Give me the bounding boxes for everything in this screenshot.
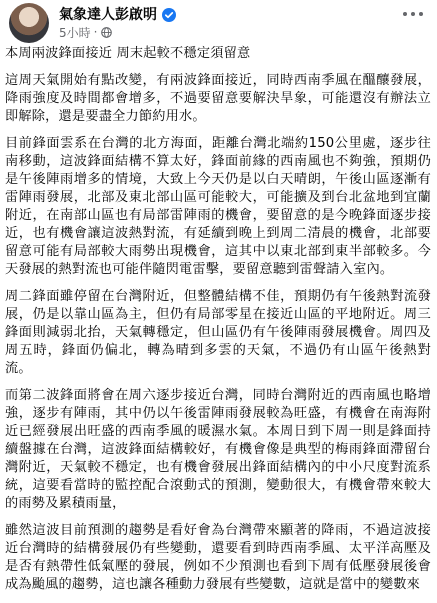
post-paragraph: 目前鋒面雲系在台灣的北方海面，距離台灣北端約150公里處，逐步往南移動，這波鋒面結構不算太好，鋒面前緣的西南風也不夠強，預期仍是午後陣雨增多的情境，大致上今天仍是以白天晴朗，午後山區逐漸有雷陣雨發展，北部及東北部山區可能較大，可能擴及到台北盆地到宜蘭附近，在南部山區也有局部雷陣雨的機會，要留意的是今晚鋒面逐步接近，也有機會讓這波熱對流，有延續到晚上到周二清晨的機會，北部要留意可能有局部較大雨勢出現機會，這其中以東北部到東半部較多。今天發展的熱對流也可能伴隨閃電雷擊，要留意聽到雷聲請入室內。 — [5, 136, 431, 277]
post-header — [0, 0, 437, 40]
post-title: 本周兩波鋒面接近 周末起較不穩定須留意 — [5, 46, 251, 61]
author-name-row — [59, 5, 176, 25]
more-options-icon[interactable] — [403, 12, 423, 22]
post-time[interactable]: 5小時 — [59, 25, 91, 40]
verified-badge-icon — [162, 8, 176, 22]
author-name[interactable]: 氣象達人彭啟明 — [59, 7, 157, 23]
post-body — [5, 45, 431, 603]
post-paragraph: 這周天氣開始有點改變，有兩波鋒面接近，同時西南季風在醞釀發展，降雨強度及時間都會增多，不過要留意要解決旱象，可能還沒有辦法立即解除，還是要盡全力節約用水。 — [5, 73, 431, 124]
post-paragraph: 周二鋒面雖停留在台灣附近，但整體結構不佳，預期仍有午後熱對流發展，仍是以靠山區為主，但仍有局部零星在接近山區的平地附近。周三鋒面則減弱北抬，天氣轉穩定，但山區仍有午後陣雨發展機會。周四及周五時，鋒面仍偏北，轉為晴到多雲的天氣，不過仍有山區午後熱對流。 — [5, 289, 431, 376]
meta-separator: · — [93, 25, 98, 39]
globe-icon[interactable] — [101, 27, 112, 38]
post-meta — [59, 24, 112, 40]
post-paragraph: 雖然這波目前預測的趨勢是看好會為台灣帶來顯著的降雨，不過這波接近台灣時的結構發展仍有些變動，還要看到時西南季風、太平洋高壓及是否有熱帶性低氣壓的發展，例如不少預測也看到下周有低壓發展後會成為颱風的趨勢，這也讓各種動力發展有些變數，這就是當中的變數來 — [5, 523, 431, 592]
author-avatar[interactable] — [9, 3, 49, 43]
post-paragraph: 而第二波鋒面將會在周六逐步接近台灣，同時台灣附近的西南風也略增強，逐步有陣雨，其中仍以午後雷陣雨發展較為旺盛，有機會在南海附近已經發展出旺盛的西南季風的暖濕水氣。本周日到下周一則是鋒面持續盤據在台灣，這波鋒面結構較好，有機會像是典型的梅雨鋒面滯留台灣附近，天氣較不穩定，也有機會發展出鋒面結構內的中小尺度對流系統，這要看當時的監控配合滾動式的預測，變動很大，有機會帶來較大的雨勢及累積雨量， — [5, 388, 431, 511]
